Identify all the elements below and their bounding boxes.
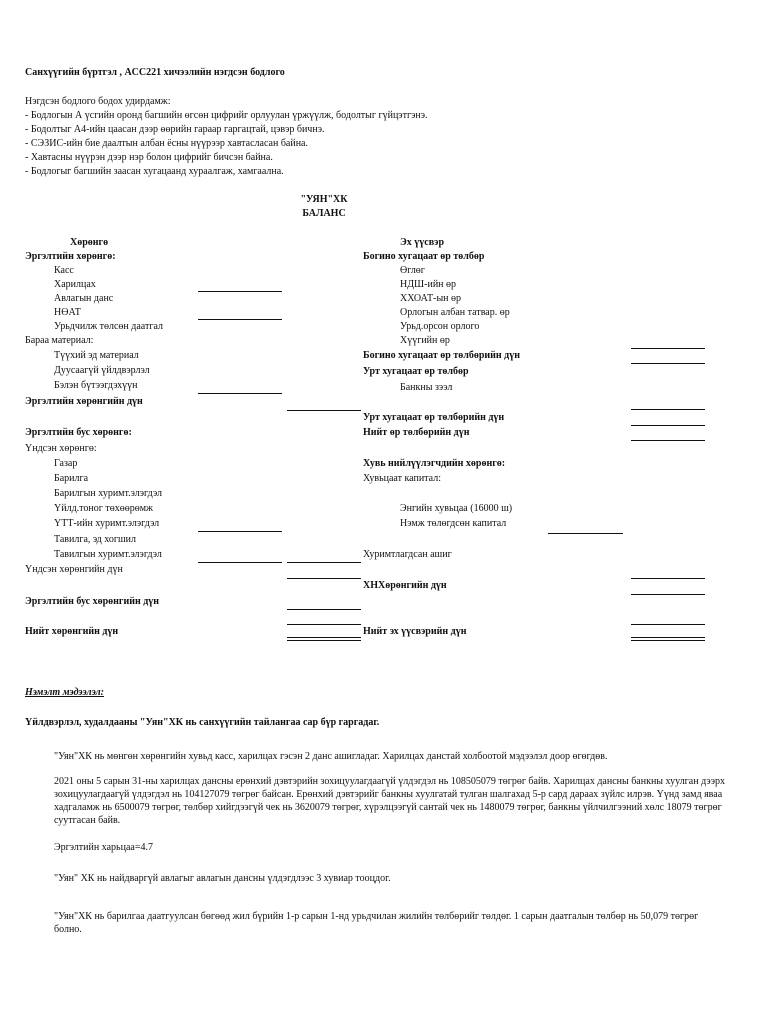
furniture-label: Тавилга, эд хогшил — [54, 534, 137, 545]
social-insurance-label: НДШ-ийн өр — [400, 279, 457, 290]
receivable-label: Авлагын данс — [54, 293, 114, 304]
building-dep-label: Барилгын хуримт.элэгдэл — [54, 488, 163, 499]
unearned-label: Урьд.орсон орлого — [400, 321, 480, 332]
balance-title: БАЛАНС — [302, 208, 346, 219]
bank-loan-line — [631, 409, 705, 410]
noncurrent-assets-total: Эргэлтийн бус хөрөнгийн дүн — [25, 596, 160, 607]
finished-goods-label: Бэлэн бүтээгдэхүүн — [54, 380, 138, 391]
current-total-line — [287, 410, 361, 411]
total-sources: Нийт эх үүсвэрийн дүн — [363, 626, 467, 637]
retained-line — [631, 578, 705, 579]
interest-label: Хүүгийн өр — [400, 335, 450, 346]
current-assets-total: Эргэлтийн хөрөнгийн дүн — [25, 396, 143, 407]
interest-line — [631, 348, 705, 349]
guide-title: Нэгдсэн бодлого бодох удирдамж: — [25, 96, 171, 107]
building-label: Барилга — [54, 473, 89, 484]
hhoat-label: ХХОАТ-ын өр — [400, 293, 462, 304]
total-liabilities: Нийт өр төлбөрийн дүн — [363, 427, 470, 438]
equity-total: ХНХөрөнгийн дүн — [363, 580, 447, 591]
equipment-dep-label: ҮТТ-ийн хуримт.элэгдэл — [54, 518, 160, 529]
raw-material-label: Түүхий эд материал — [54, 350, 139, 361]
assets-heading: Хөрөнгө — [70, 237, 109, 248]
vat-answer-line — [198, 319, 282, 320]
notes-title: Нэмэлт мэдээлэл: — [25, 687, 104, 698]
furniture-dep-line — [198, 562, 282, 563]
bank-answer-line — [198, 291, 282, 292]
apic-label: Нэмж төлөгдсөн капитал — [400, 518, 507, 529]
note-paragraph: "Уян"ХК нь мөнгөн хөрөнгийн хувьд касс, харилцах гэсэн 2 данс ашигладаг. Харилцах данстай холбоотой мэдээлэл доор өгөгдөв. — [54, 751, 608, 762]
equity-total-line — [631, 594, 705, 595]
noncurrent-assets-title: Эргэлтийн бус хөрөнгө: — [25, 427, 132, 438]
note-paragraph: Эргэлтийн харьцаа=4.7 — [54, 842, 153, 853]
guide-item: - Хавтасны нүүрэн дээр нэр болон цифрийг бичсэн байна. — [25, 152, 273, 163]
long-liab-title: Урт хугацаат өр төлбөр — [363, 366, 469, 377]
total-sources-double-line — [631, 637, 705, 641]
furniture-net-line — [287, 562, 361, 563]
guide-item: - СЭЗИС-ийн бие даалтын албан ёсны нүүрээр хавтасласан байна. — [25, 138, 308, 149]
doc-title: Санхүүгийн бүртгэл , ACC221 хичээлийн нэгдсэн бодлого — [25, 67, 285, 78]
short-liab-total: Богино хугацаат өр төлбөрийн дүн — [363, 350, 521, 361]
total-assets-double-line — [287, 637, 361, 641]
total-sources-top-line — [631, 624, 705, 625]
inventory-title: Бараа материал: — [25, 335, 94, 346]
bank-label: Харилцах — [54, 279, 96, 290]
bank-loan-label: Банкны зээл — [400, 382, 453, 393]
retained-earnings-label: Хуримтлагдсан ашиг — [363, 549, 452, 560]
vat-label: НӨАТ — [54, 307, 81, 318]
short-total-line — [631, 363, 705, 364]
long-liab-total: Урт хугацаат өр төлбөрийн дүн — [363, 412, 505, 423]
equipment-dep-line — [198, 531, 282, 532]
note-paragraph: "Уян" ХК нь найдваргүй авлагыг авлагын дансны үлдэгдлээс 3 хувиар тооцдог. — [54, 873, 391, 884]
long-total-line — [631, 425, 705, 426]
notes-subtitle: Үйлдвэрлэл, худалдааны "Уян"ХК нь санхүүгийн тайлангаа сар бүр гаргадаг. — [25, 717, 380, 728]
total-assets-top-line — [287, 624, 361, 625]
company-name: "УЯН"ХК — [300, 194, 348, 205]
fixed-assets-title: Үндсэн хөрөнгө: — [25, 443, 97, 454]
finished-answer-line — [198, 393, 282, 394]
furniture-dep-label: Тавилгын хуримт.элэгдэл — [54, 549, 162, 560]
total-assets: Нийт хөрөнгийн дүн — [25, 626, 119, 637]
equipment-label: Үйлд.тоног төхөөрөмж — [54, 503, 153, 514]
total-liab-line — [631, 440, 705, 441]
apic-line — [548, 533, 623, 534]
liabilities-heading: Эх үүсвэр — [400, 237, 445, 248]
prepaid-label: Урьдчилж төлсөн даатгал — [54, 321, 163, 332]
guide-item: - Бодолтыг А4-ийн цаасан дээр өөрийн гараар гаргацтай, цэвэр бичнэ. — [25, 124, 325, 135]
capital-title: Хувьцаат капитал: — [363, 473, 441, 484]
current-assets-title: Эргэлтийн хөрөнгө: — [25, 251, 116, 262]
common-stock-label: Энгийн хувьцаа (16000 ш) — [400, 503, 513, 514]
income-tax-label: Орлогын албан татвар. өр — [400, 307, 510, 318]
payables-label: Өглөг — [400, 265, 425, 276]
fixed-total-line — [287, 578, 361, 579]
noncurrent-total-line — [287, 609, 361, 610]
wip-label: Дуусаагүй үйлдвэрлэл — [54, 365, 150, 376]
equity-title: Хувь нийлүүлэгчдийн хөрөнгө: — [363, 458, 506, 469]
note-paragraph: "Уян"ХК нь барилгаа даатгуулсан бөгөөд жил бүрийн 1-р сарын 1-нд урьдчилан жилийн төлбөрийг төлдөг. 1 сарын даатгалын төлбөр нь 50,079 төгрөг болно. — [54, 911, 699, 935]
fixed-assets-total: Үндсэн хөрөнгийн дүн — [25, 564, 123, 575]
guide-item: - Бодлогын А үсгийн оронд багшийн өгсөн цифрийг орлуулан үржүүлж, бодолтыг гүйцэтгэнэ. — [25, 110, 428, 121]
land-label: Газар — [54, 458, 78, 469]
cash-label: Касс — [54, 265, 74, 276]
short-liab-title: Богино хугацаат өр төлбөр — [363, 251, 485, 262]
guide-item: - Бодлогыг багшийн заасан хугацаанд хураалгаж, хамгаална. — [25, 166, 284, 177]
note-paragraph: 2021 оны 5 сарын 31-ны харилцах дансны ерөнхий дэвтэрийн зохицуулагдаагүй үлдэгдэл нь 108505079 төгрөг байв. Харилцах дансны банкны хуулган дээрх зохицуулагдаагүй үлдэгдэл нь 104127079 төгрөг байсан. Ерөнхий дэвтэрийг банкны хуулгатай тулган шалгахад 5-р сард дараах зүйлс илрэв. Үүнд замд яваа хадгаламж нь 6500079 төгрөг, төлбөр хийгдээгүй чек нь 3620079 төгрөг, хүрэлцээгүй сантай чек нь 1480079 төгрөг, банкны үйлчилгээний хөлс 18079 төгрөг суутгасан байв. — [54, 776, 725, 826]
